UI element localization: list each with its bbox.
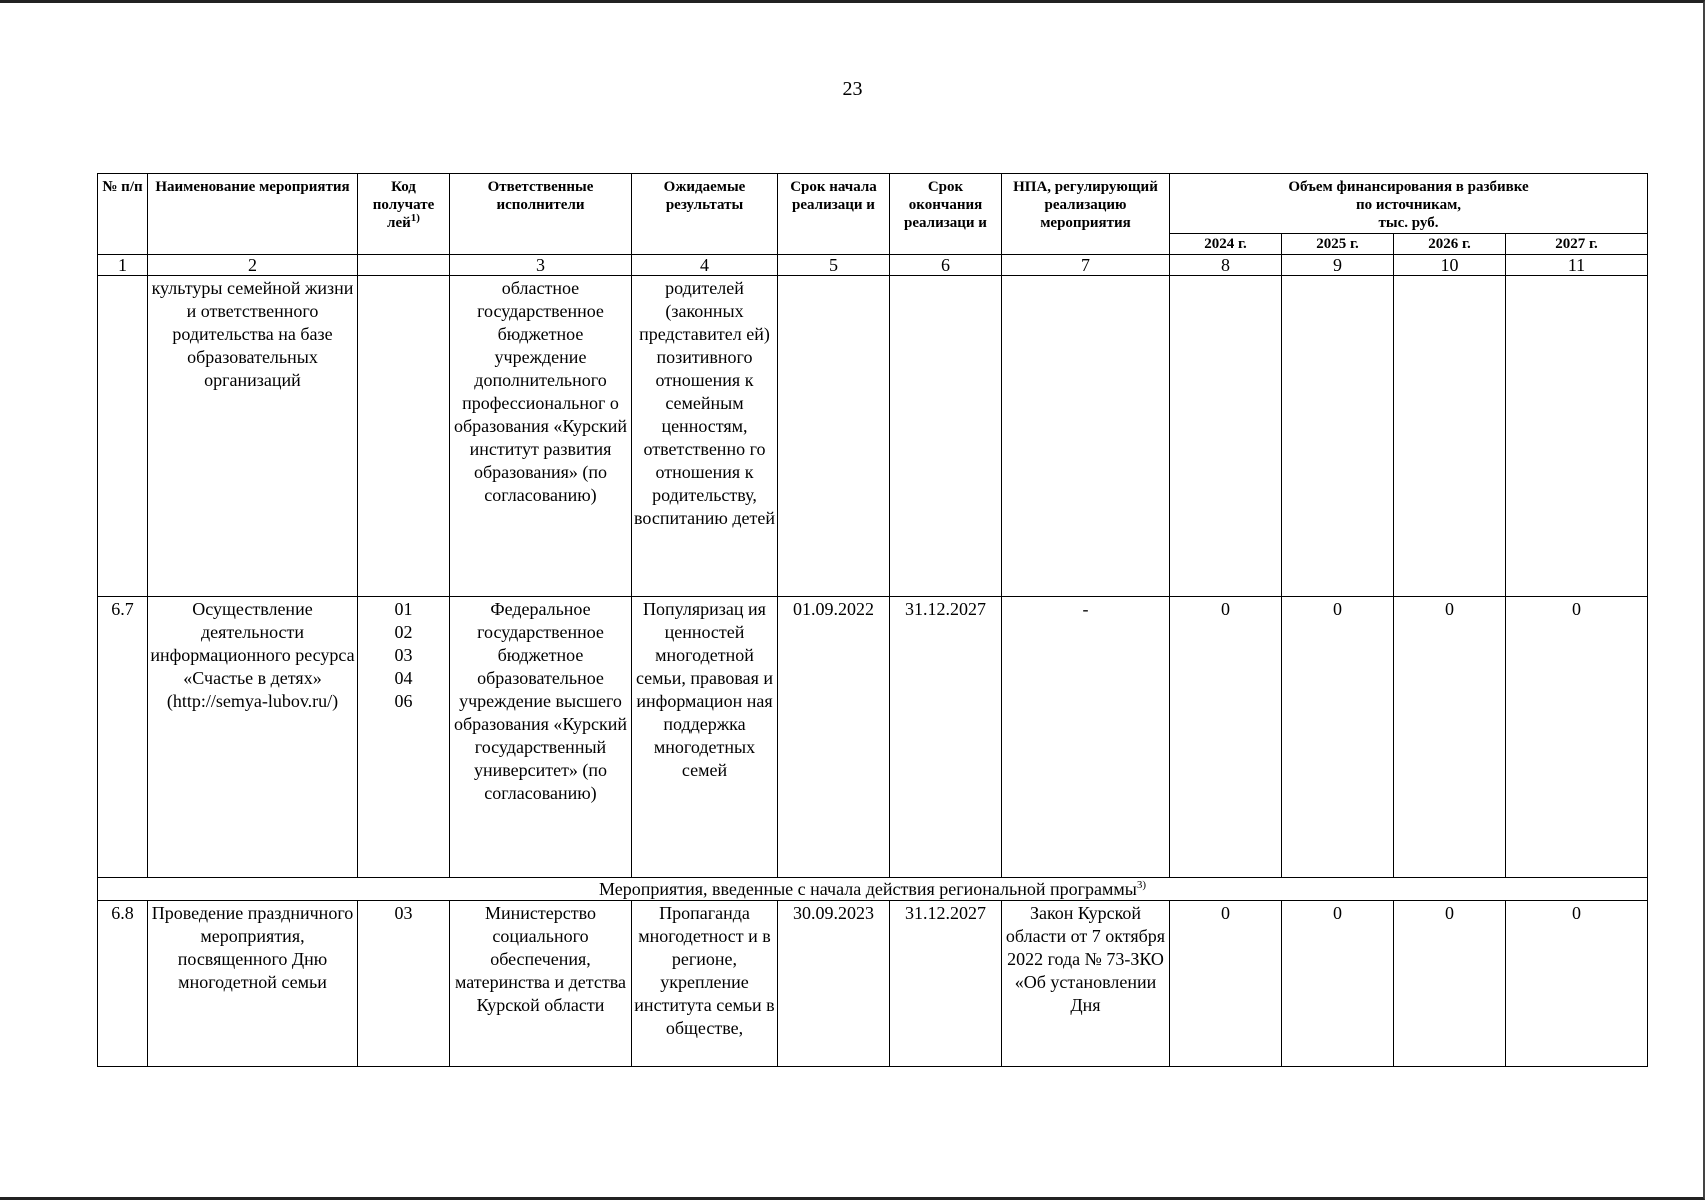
cell-npa: - <box>1002 597 1170 878</box>
cell-name: культуры семейной жизни и ответственного родительства на базе образовательных организаций <box>148 276 358 597</box>
cell-2024: 0 <box>1170 597 1282 878</box>
column-number: 9 <box>1282 255 1394 276</box>
cell-npa: Закон Курской области от 7 октября 2022 года № 73-ЗКО «Об установлении Дня <box>1002 901 1170 1067</box>
cell-responsible: областное государственное бюджетное учреждение дополнительного профессиональног о образования «Курский институт развития образования» (по согласованию) <box>450 276 632 597</box>
cell-2024: 0 <box>1170 901 1282 1067</box>
table-row-6-8 <box>98 901 1648 1067</box>
header-row <box>98 174 1648 234</box>
header-finance-group: Объем финансирования в разбивке по источникам, тыс. руб. <box>1170 174 1648 234</box>
cell-num <box>98 276 148 597</box>
column-number: 8 <box>1170 255 1282 276</box>
cell-2027 <box>1506 276 1648 597</box>
header-responsible: Ответственные исполнители <box>450 174 632 255</box>
column-number: 10 <box>1394 255 1506 276</box>
recipient-code: 06 <box>394 691 413 711</box>
cell-end: 31.12.2027 <box>890 901 1002 1067</box>
cell-2027: 0 <box>1506 901 1648 1067</box>
header-year-2024: 2024 г. <box>1170 234 1282 255</box>
header-year-2025: 2025 г. <box>1282 234 1394 255</box>
header-results: Ожидаемые результаты <box>632 174 778 255</box>
cell-name: Проведение праздничного мероприятия, посвященного Дню многодетной семьи <box>148 901 358 1067</box>
cell-name: Осуществление деятельности информационного ресурса «Счастье в детях» (http://semya-lubov.ru/) <box>148 597 358 878</box>
header-start: Срок начала реализаци и <box>778 174 890 255</box>
column-number <box>358 255 450 276</box>
cell-start: 01.09.2022 <box>778 597 890 878</box>
cell-npa <box>1002 276 1170 597</box>
page-number: 23 <box>842 78 863 100</box>
cell-2025: 0 <box>1282 597 1394 878</box>
cell-2026: 0 <box>1394 597 1506 878</box>
column-number: 3 <box>450 255 632 276</box>
cell-2025: 0 <box>1282 901 1394 1067</box>
cell-2026: 0 <box>1394 901 1506 1067</box>
column-number: 1 <box>98 255 148 276</box>
recipient-code: 04 <box>394 668 413 688</box>
recipient-code: 02 <box>394 622 413 642</box>
cell-num: 6.8 <box>98 901 148 1067</box>
cell-results: родителей (законных представител ей) позитивного отношения к семейным ценностям, ответственно го отношения к родительству, воспитанию детей <box>632 276 778 597</box>
cell-end <box>890 276 1002 597</box>
header-num: № п/п <box>98 174 148 255</box>
column-number: 2 <box>148 255 358 276</box>
column-number: 6 <box>890 255 1002 276</box>
header-npa: НПА, регулирующий реализацию мероприятия <box>1002 174 1170 255</box>
header-name: Наименование мероприятия <box>148 174 358 255</box>
cell-code <box>358 276 450 597</box>
cell-results: Пропаганда многодетност и в регионе, укрепление института семьи в обществе, <box>632 901 778 1067</box>
recipient-code: 03 <box>394 645 413 665</box>
cell-start <box>778 276 890 597</box>
cell-2026 <box>1394 276 1506 597</box>
column-number: 4 <box>632 255 778 276</box>
column-number: 5 <box>778 255 890 276</box>
cell-code: 03 <box>358 901 450 1067</box>
section-header-row <box>98 878 1648 901</box>
cell-results: Популяризац ия ценностей многодетной семьи, правовая и информацион ная поддержка многодетных семей <box>632 597 778 878</box>
cell-responsible: Федеральное государственное бюджетное образовательное учреждение высшего образования «Курский государственный университет» (по согласованию) <box>450 597 632 878</box>
cell-code <box>358 597 450 878</box>
header-end: Срок окончания реализаци и <box>890 174 1002 255</box>
program-activities-table <box>97 173 1648 1067</box>
cell-responsible: Министерство социального обеспечения, материнства и детства Курской области <box>450 901 632 1067</box>
column-number: 7 <box>1002 255 1170 276</box>
cell-num: 6.7 <box>98 597 148 878</box>
column-numbers-row <box>98 255 1648 276</box>
column-number: 11 <box>1506 255 1648 276</box>
table-row-6-7 <box>98 597 1648 878</box>
section-title: Мероприятия, введенные с начала действия региональной программы$^{3)}$ <box>98 878 1648 901</box>
cell-start: 30.09.2023 <box>778 901 890 1067</box>
table-row-continuation <box>98 276 1648 597</box>
recipient-code: 01 <box>394 599 413 619</box>
cell-2025 <box>1282 276 1394 597</box>
cell-2027: 0 <box>1506 597 1648 878</box>
header-year-2027: 2027 г. <box>1506 234 1648 255</box>
header-year-2026: 2026 г. <box>1394 234 1506 255</box>
cell-end: 31.12.2027 <box>890 597 1002 878</box>
cell-2024 <box>1170 276 1282 597</box>
header-code: Код получате лей$^{1)}$ <box>358 174 450 255</box>
